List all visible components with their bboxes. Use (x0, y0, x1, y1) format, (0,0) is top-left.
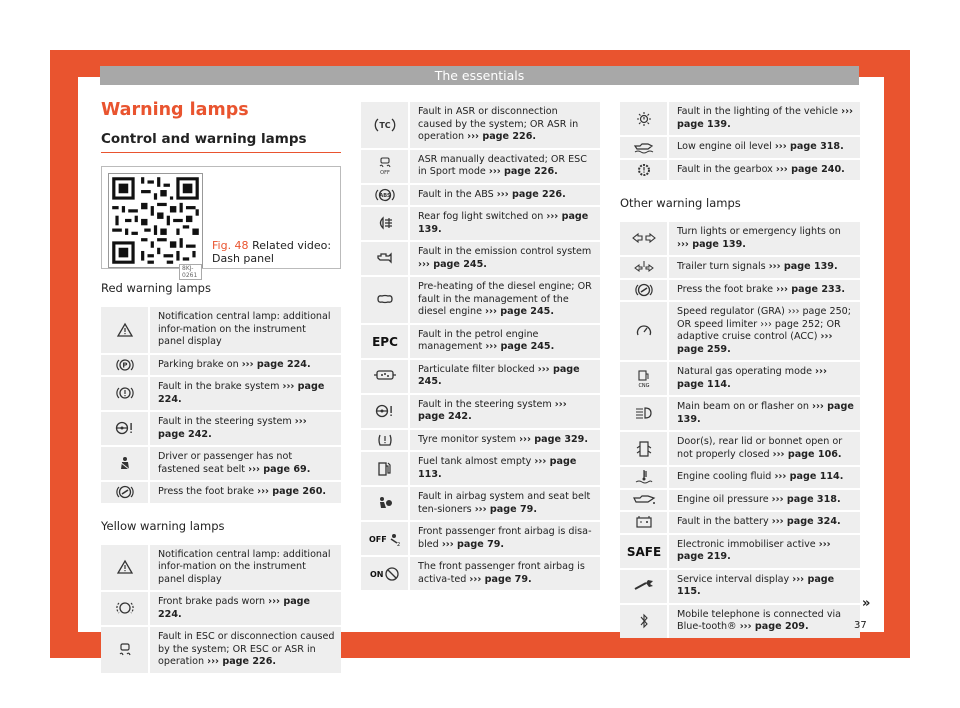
figure-label: Fig. 48 (212, 239, 249, 252)
svg-text:TC: TC (378, 120, 391, 130)
lamp-row (101, 447, 341, 480)
lamp-description (148, 592, 341, 625)
engine-icon (361, 242, 408, 275)
lamp-text: Press the foot brake (158, 486, 258, 497)
section-subtitle: Control and warning lamps (101, 131, 341, 153)
lamp-text: Fuel tank almost empty (418, 456, 535, 467)
lamp-row (101, 307, 341, 353)
lamp-description (408, 102, 600, 148)
lamp-row (620, 605, 860, 638)
lamp-text: Engine cooling fluid (677, 471, 775, 482)
lamp-row (620, 160, 860, 181)
page-reference-link[interactable]: ››› page 224. (158, 381, 325, 405)
page-reference-link[interactable]: ››› page 115. (677, 573, 835, 597)
lamp-text: Trailer turn signals (677, 261, 769, 272)
lamp-description (667, 467, 860, 488)
lamp-description (408, 487, 600, 520)
svg-text:CNG: CNG (637, 382, 650, 389)
yellow-lamps-table-1 (101, 543, 341, 675)
lamp-row (361, 150, 600, 183)
lamp-row (620, 102, 860, 135)
page-reference-link[interactable]: ››› page 242. (418, 398, 567, 422)
airbag-on-icon (361, 557, 408, 590)
foot-brake-icon (620, 280, 667, 301)
coolant-icon (620, 467, 667, 488)
lamp-description (667, 490, 860, 511)
page-reference-link[interactable]: ››› page 324. (771, 516, 841, 527)
main-beam-icon (620, 397, 667, 430)
page-reference-link[interactable]: ››› page 259. (677, 331, 833, 355)
svg-text:EPC: EPC (371, 334, 398, 349)
lamp-text: Low engine oil level (677, 141, 775, 152)
column-2 (361, 100, 600, 592)
oil-pressure-icon (620, 490, 667, 511)
yellow-lamps-table-2 (361, 100, 600, 592)
lamp-row (101, 627, 341, 673)
column-3 (620, 100, 860, 640)
lamp-text: ASR manually deactivated; OR ESC in Sport mode (418, 153, 587, 177)
glow-plug-icon (361, 277, 408, 323)
page-reference-link[interactable]: ››› page 139. (677, 401, 854, 425)
continue-marker: » (862, 596, 871, 611)
lamp-description (667, 605, 860, 638)
chapter-header: The essentials (100, 66, 859, 85)
lamp-text: Fault in the battery (677, 516, 772, 527)
red-lamps-table (101, 305, 341, 505)
lamp-row (101, 412, 341, 445)
fuel-icon (361, 452, 408, 485)
lamp-text: Pre-heating of the diesel engine; OR fault in the management of the diesel engine (418, 281, 592, 317)
lamp-description (667, 302, 860, 360)
lighting-fault-icon (620, 102, 667, 135)
speed-regulator-icon (620, 302, 667, 360)
lamp-text: Fault in ASR or disconnection caused by the system; OR ASR in operation (418, 106, 579, 142)
lamp-text: Fault in the gearbox (677, 163, 776, 175)
esc-off-icon (361, 150, 408, 183)
lamp-text: Fault in the brake system (158, 381, 283, 392)
lamp-row (361, 430, 600, 451)
warning-triangle-icon (101, 545, 148, 591)
page-reference-link[interactable]: ››› page 245. (418, 363, 580, 387)
abs-icon (361, 185, 408, 206)
lamp-description (667, 570, 860, 603)
svg-text:SAFE: SAFE (626, 544, 661, 559)
page-reference-link[interactable]: ››› page 318. (774, 141, 844, 152)
lamp-description (667, 432, 860, 465)
battery-icon (620, 512, 667, 533)
lamp-description (408, 207, 600, 240)
page-reference-link[interactable]: ››› page 242. (158, 416, 307, 440)
lamp-text: Engine oil pressure (677, 493, 772, 505)
lamp-description (148, 412, 341, 445)
lamp-row (361, 487, 600, 520)
lamp-description (408, 430, 600, 451)
svg-text:ON: ON (369, 569, 383, 579)
lamp-row (361, 207, 600, 240)
lamp-description (148, 307, 341, 353)
lamp-row (620, 512, 860, 533)
lamp-row (620, 257, 860, 278)
page-reference-link[interactable]: ››› page 318. (771, 493, 841, 505)
figure-id: 8KJ-0261 (179, 264, 202, 280)
steering-fault-icon (361, 395, 408, 428)
page-reference-link[interactable]: ››› page 79. (469, 573, 532, 585)
page-reference-link[interactable]: ››› page 260. (257, 486, 327, 497)
oil-level-icon (620, 137, 667, 158)
page-reference-link[interactable]: ››› page 69. (248, 463, 311, 475)
lamp-row (620, 280, 860, 301)
page-reference-link[interactable]: ››› page 114. (774, 471, 844, 482)
lamp-text: Fault in the lighting of the vehicle (677, 106, 842, 117)
cng-icon (620, 362, 667, 395)
lamp-description (667, 137, 860, 158)
lamp-text: Service interval display (677, 573, 793, 585)
svg-text:OFF: OFF (379, 170, 390, 176)
svg-text:OFF: OFF (368, 534, 387, 544)
page-reference-link[interactable]: ››› page 224. (158, 596, 311, 620)
warning-triangle-icon (101, 307, 148, 353)
lamp-row (361, 360, 600, 393)
service-icon (620, 570, 667, 603)
page-number: 37 (854, 620, 867, 631)
lamp-row (101, 355, 341, 376)
esc-icon (101, 627, 148, 673)
lamp-text: Mobile telephone is connected via Blue-tooth® (677, 608, 842, 632)
lamp-text: Front passenger front airbag is disa-bled (418, 526, 592, 550)
rear-fog-icon (361, 207, 408, 240)
lamp-text: Rear fog light switched on (418, 211, 547, 222)
bluetooth-icon (620, 605, 667, 638)
page-reference-link[interactable]: ››› page 245. (485, 306, 554, 317)
trailer-signal-icon (620, 257, 667, 278)
tyre-monitor-icon (361, 430, 408, 451)
page-reference-link[interactable]: ››› page 226. (496, 188, 566, 200)
lamp-row (361, 102, 600, 148)
page-reference-link[interactable]: ››› page 240. (775, 163, 845, 175)
lamp-description (148, 627, 341, 673)
lamp-row (620, 570, 860, 603)
lamp-row (620, 467, 860, 488)
red-lamps-heading: Red warning lamps (101, 281, 211, 295)
lamp-description (667, 397, 860, 430)
lamp-description (408, 395, 600, 428)
qr-code-icon (109, 174, 202, 267)
gearbox-icon (620, 160, 667, 181)
lamp-row (101, 377, 341, 410)
lamp-description (408, 325, 600, 358)
lamp-text: Speed regulator (GRA) ››› page 250; OR speed limiter ››› page 252; OR adaptive cruise control (ACC) (677, 306, 852, 342)
page-reference-link[interactable]: ››› page 329. (519, 433, 588, 445)
lamp-text: Fault in the emission control system (418, 246, 592, 257)
particulate-filter-icon (361, 360, 408, 393)
lamp-description (408, 452, 600, 485)
lamp-description (148, 545, 341, 591)
lamp-text: Door(s), rear lid or bonnet open or not properly closed (677, 436, 843, 460)
svg-text:2: 2 (396, 541, 400, 548)
page-reference-link[interactable]: ››› page 139. (677, 238, 746, 250)
page-reference-link[interactable]: ››› page 139. (418, 211, 589, 235)
figure-box (101, 166, 341, 279)
lamp-row (101, 545, 341, 591)
lamp-description (148, 377, 341, 410)
lamp-row (620, 535, 860, 568)
lamp-row (620, 432, 860, 465)
page-reference-link[interactable]: ››› page 139. (677, 106, 853, 130)
seat-belt-icon (101, 447, 148, 480)
svg-text:P: P (121, 361, 128, 369)
figure-caption-text: Related video: Dash panel (212, 239, 332, 265)
lamp-description (408, 277, 600, 323)
page-reference-link[interactable]: ››› page 245. (485, 341, 555, 352)
lamp-text: Notification central lamp: additional infor-mation on the instrument panel display (158, 548, 331, 585)
lamp-text: The front passenger front airbag is activa-ted (418, 561, 585, 585)
lamp-text: Fault in the steering system (158, 416, 295, 427)
lamp-row (620, 137, 860, 158)
lamp-description (148, 482, 341, 503)
lamp-text: Particulate filter blocked (418, 363, 538, 375)
lamp-description (408, 185, 600, 206)
lamp-text: Fault in airbag system and seat belt ten-sioners (418, 491, 591, 515)
lamp-row (620, 397, 860, 430)
airbag-off-icon (361, 522, 408, 555)
lamp-text: Natural gas operating mode (677, 366, 816, 377)
page-reference-link[interactable]: ››› page 226. (207, 656, 277, 667)
other-lamps-heading: Other warning lamps (620, 196, 741, 210)
lamp-description (408, 557, 600, 590)
lamp-row (361, 522, 600, 555)
lamp-text: Electronic immobiliser active (677, 538, 819, 550)
lamp-row (361, 557, 600, 590)
section-title: Warning lamps (101, 100, 249, 120)
lamp-row (101, 482, 341, 503)
page-reference-link[interactable]: ››› page 226. (488, 166, 558, 177)
page-reference-link[interactable]: ››› page 233. (776, 283, 846, 295)
lamp-description (667, 280, 860, 301)
lamp-row (620, 362, 860, 395)
page-reference-link[interactable]: ››› page 224. (241, 358, 311, 370)
page-reference-link[interactable]: ››› page 79. (441, 538, 505, 550)
lamp-description (148, 447, 341, 480)
door-open-icon (620, 432, 667, 465)
lamp-description (667, 535, 860, 568)
page-reference-link[interactable]: ››› page 209. (739, 621, 809, 632)
lamp-description (667, 222, 860, 255)
lamp-text: Fault in the ABS (418, 188, 497, 200)
lamp-text: Fault in the petrol engine management (418, 328, 539, 352)
page-reference-link[interactable]: ››› page 114. (677, 366, 827, 390)
lamp-description (148, 355, 341, 376)
lamp-row (361, 452, 600, 485)
page-reference-link[interactable]: ››› page 113. (418, 456, 577, 480)
steering-fault-icon (101, 412, 148, 445)
lamp-text: Press the foot brake (677, 283, 777, 295)
lamp-row (361, 242, 600, 275)
epc-icon (361, 325, 408, 358)
lamp-row (620, 490, 860, 511)
yellow-lamps-heading: Yellow warning lamps (101, 518, 225, 533)
airbag-icon (361, 487, 408, 520)
page-reference-link[interactable]: ››› page 226. (467, 131, 537, 142)
page-reference-link[interactable]: ››› page 79. (474, 503, 537, 515)
yellow-lamps-table-3 (620, 100, 860, 182)
lamp-text: Main beam on or flasher on (677, 401, 812, 412)
other-lamps-table (620, 220, 860, 640)
brake-pads-icon (101, 592, 148, 625)
lamp-description (408, 522, 600, 555)
lamp-row (620, 302, 860, 360)
lamp-text: Tyre monitor system (418, 433, 520, 445)
qr-code-image[interactable] (108, 173, 203, 279)
parking-brake-icon (101, 355, 148, 376)
lamp-text: Fault in the steering system (418, 398, 555, 410)
lamp-description (667, 512, 860, 533)
lamp-description (667, 362, 860, 395)
figure-caption (212, 239, 340, 265)
page-reference-link[interactable]: ››› page 106. (772, 448, 842, 460)
safe-icon (620, 535, 667, 568)
lamp-row (620, 222, 860, 255)
svg-text:ABS: ABS (378, 192, 391, 199)
lamp-row (361, 395, 600, 428)
lamp-text: Parking brake on (158, 358, 242, 370)
lamp-description (667, 160, 860, 181)
lamp-text: Driver or passenger has not fastened seat belt (158, 451, 293, 475)
tc-icon (361, 102, 408, 148)
page-reference-link[interactable]: ››› page 245. (418, 258, 487, 270)
lamp-row (361, 185, 600, 206)
turn-signal-icon (620, 222, 667, 255)
page-reference-link[interactable]: ››› page 139. (768, 261, 838, 272)
lamp-text: Turn lights or emergency lights on (677, 226, 841, 237)
brake-system-icon (101, 377, 148, 410)
lamp-description (667, 102, 860, 135)
lamp-description (408, 150, 600, 183)
lamp-text: Fault in ESC or disconnection caused by the system; OR ESC or ASR in operation (158, 631, 335, 667)
lamp-row (361, 325, 600, 358)
column-1 (101, 100, 341, 675)
lamp-row (101, 592, 341, 625)
lamp-text: Front brake pads worn (158, 596, 269, 607)
lamp-row (361, 277, 600, 323)
lamp-description (408, 360, 600, 393)
page-reference-link[interactable]: ››› page 219. (677, 538, 831, 562)
foot-brake-icon (101, 482, 148, 503)
lamp-description (667, 257, 860, 278)
lamp-description (408, 242, 600, 275)
lamp-text: Notification central lamp: additional infor-mation on the instrument panel display (158, 311, 331, 347)
